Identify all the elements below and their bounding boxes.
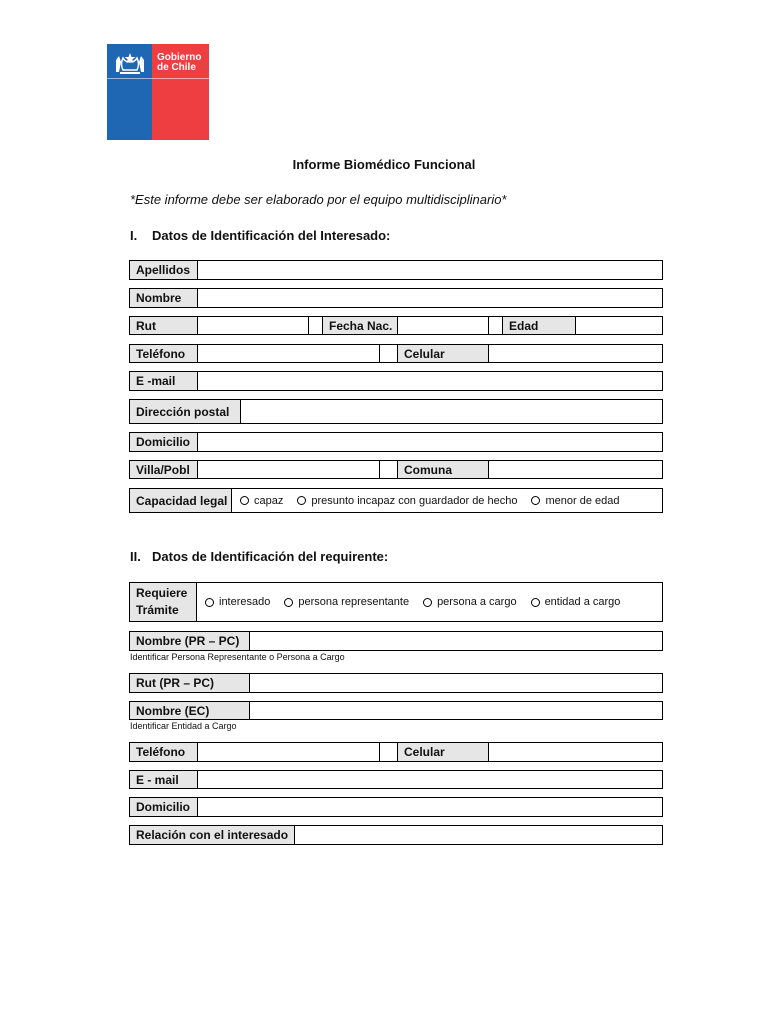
- radio-icon[interactable]: [240, 496, 249, 505]
- hint-ec: Identificar Entidad a Cargo: [130, 721, 237, 731]
- label-comuna: Comuna: [397, 461, 489, 478]
- input-nombre-pr-pc[interactable]: [250, 632, 662, 650]
- section-2-heading: [130, 549, 388, 564]
- row-nombre: [129, 288, 663, 308]
- section-1-title: Datos de Identificación del Interesado:: [152, 228, 391, 243]
- option-label: menor de edad: [545, 494, 620, 507]
- input-celular-2[interactable]: [489, 743, 662, 761]
- radio-icon[interactable]: [423, 598, 432, 607]
- coat-of-arms-icon: [111, 50, 149, 78]
- input-email-2[interactable]: [198, 771, 662, 788]
- logo-divider: [107, 78, 209, 79]
- row-email-2: [129, 770, 663, 789]
- option-label: persona a cargo: [437, 596, 517, 608]
- option-entidad-a-cargo[interactable]: [531, 596, 621, 608]
- row-requiere-tramite: [129, 582, 663, 622]
- option-label: entidad a cargo: [544, 596, 621, 608]
- label-nombre: Nombre: [130, 289, 198, 307]
- input-telefono-2[interactable]: [198, 743, 379, 761]
- row-gap: [379, 345, 398, 362]
- capacidad-legal-options: [240, 489, 633, 512]
- option-presunto-incapaz[interactable]: [297, 495, 517, 507]
- input-nombre[interactable]: [198, 289, 662, 307]
- input-comuna[interactable]: [489, 461, 662, 478]
- section-1-heading: [130, 228, 390, 243]
- row-gap: [308, 317, 323, 334]
- label-edad: Edad: [502, 317, 576, 334]
- row-capacidad-legal: [129, 488, 663, 513]
- input-domicilio-2[interactable]: [198, 798, 662, 816]
- label-celular: Celular: [397, 345, 489, 362]
- logo-text: [157, 53, 201, 73]
- row-rut-fecha-edad: [129, 316, 663, 335]
- row-domicilio-2: [129, 797, 663, 817]
- input-telefono[interactable]: [198, 345, 379, 362]
- radio-icon[interactable]: [297, 496, 306, 505]
- input-relacion[interactable]: [295, 826, 662, 844]
- label-email: E -mail: [130, 372, 198, 390]
- label-rut: Rut: [130, 317, 198, 334]
- input-apellidos[interactable]: [198, 261, 662, 279]
- row-nombre-pr-pc: [129, 631, 663, 651]
- label-relacion: Relación con el interesado: [130, 826, 295, 844]
- row-email: [129, 371, 663, 391]
- label-telefono: Teléfono: [130, 345, 198, 362]
- label-apellidos: Apellidos: [130, 261, 198, 279]
- label-nombre-pr-pc: Nombre (PR – PC): [130, 632, 250, 650]
- label-direccion-postal: Dirección postal: [130, 400, 241, 423]
- radio-icon[interactable]: [531, 496, 540, 505]
- tramite-options: [205, 583, 634, 621]
- row-nombre-ec: [129, 701, 663, 720]
- label-tramite: Trámite: [136, 603, 179, 617]
- input-nombre-ec[interactable]: [250, 702, 662, 719]
- option-interesado[interactable]: [205, 596, 270, 608]
- input-edad[interactable]: [576, 317, 662, 334]
- logo-line-1: Gobierno: [157, 52, 202, 63]
- label-rut-pr-pc: Rut (PR – PC): [130, 674, 250, 692]
- section-2-number: II.: [130, 549, 141, 564]
- input-rut[interactable]: [198, 317, 308, 334]
- gobierno-de-chile-logo: [107, 44, 209, 140]
- input-villa-pobl[interactable]: [198, 461, 379, 478]
- option-persona-representante[interactable]: [284, 596, 409, 608]
- logo-line-2: de Chile: [157, 62, 196, 73]
- option-label: persona representante: [298, 596, 410, 608]
- input-fecha-nac[interactable]: [398, 317, 488, 334]
- section-1-number: I.: [130, 228, 138, 243]
- label-capacidad-legal: Capacidad legal: [130, 489, 232, 512]
- label-fecha-nac: Fecha Nac.: [322, 317, 398, 334]
- row-apellidos: [129, 260, 663, 280]
- radio-icon[interactable]: [205, 598, 214, 607]
- option-persona-a-cargo[interactable]: [423, 596, 517, 608]
- row-rut-pr-pc: [129, 673, 663, 693]
- document-title: Informe Biomédico Funcional: [292, 157, 476, 172]
- row-gap: [379, 461, 398, 478]
- label-villa-pobl: Villa/Pobl: [130, 461, 198, 478]
- label-email-2: E - mail: [130, 771, 198, 788]
- input-email[interactable]: [198, 372, 662, 390]
- radio-icon[interactable]: [284, 598, 293, 607]
- row-gap: [379, 743, 398, 761]
- option-label: presunto incapaz con guardador de hecho: [311, 494, 518, 507]
- label-requiere: Requiere: [136, 586, 188, 600]
- radio-icon[interactable]: [531, 598, 540, 607]
- row-telefono-celular-2: [129, 742, 663, 762]
- label-domicilio-2: Domicilio: [130, 798, 198, 816]
- row-direccion-postal: [129, 399, 663, 424]
- label-domicilio: Domicilio: [130, 433, 198, 451]
- input-direccion-postal[interactable]: [241, 400, 662, 423]
- row-gap: [488, 317, 503, 334]
- label-celular-2: Celular: [397, 743, 489, 761]
- row-domicilio: [129, 432, 663, 452]
- option-label: capaz: [254, 494, 284, 507]
- label-telefono-2: Teléfono: [130, 743, 198, 761]
- option-capaz[interactable]: [240, 495, 283, 507]
- row-telefono-celular: [129, 344, 663, 363]
- input-rut-pr-pc[interactable]: [250, 674, 662, 692]
- instruction-note: *Este informe debe ser elaborado por el equipo multidisciplinario*: [130, 192, 507, 207]
- option-menor-de-edad[interactable]: [531, 495, 619, 507]
- label-nombre-ec: Nombre (EC): [130, 702, 250, 719]
- hint-pr-pc: Identificar Persona Representante o Persona a Cargo: [130, 652, 345, 662]
- input-celular[interactable]: [489, 345, 662, 362]
- row-villa-comuna: [129, 460, 663, 479]
- label-requiere-tramite: [130, 583, 197, 621]
- section-2-title: Datos de Identificación del requirente:: [152, 549, 389, 564]
- row-relacion: [129, 825, 663, 845]
- option-label: interesado: [219, 596, 271, 608]
- input-domicilio[interactable]: [198, 433, 662, 451]
